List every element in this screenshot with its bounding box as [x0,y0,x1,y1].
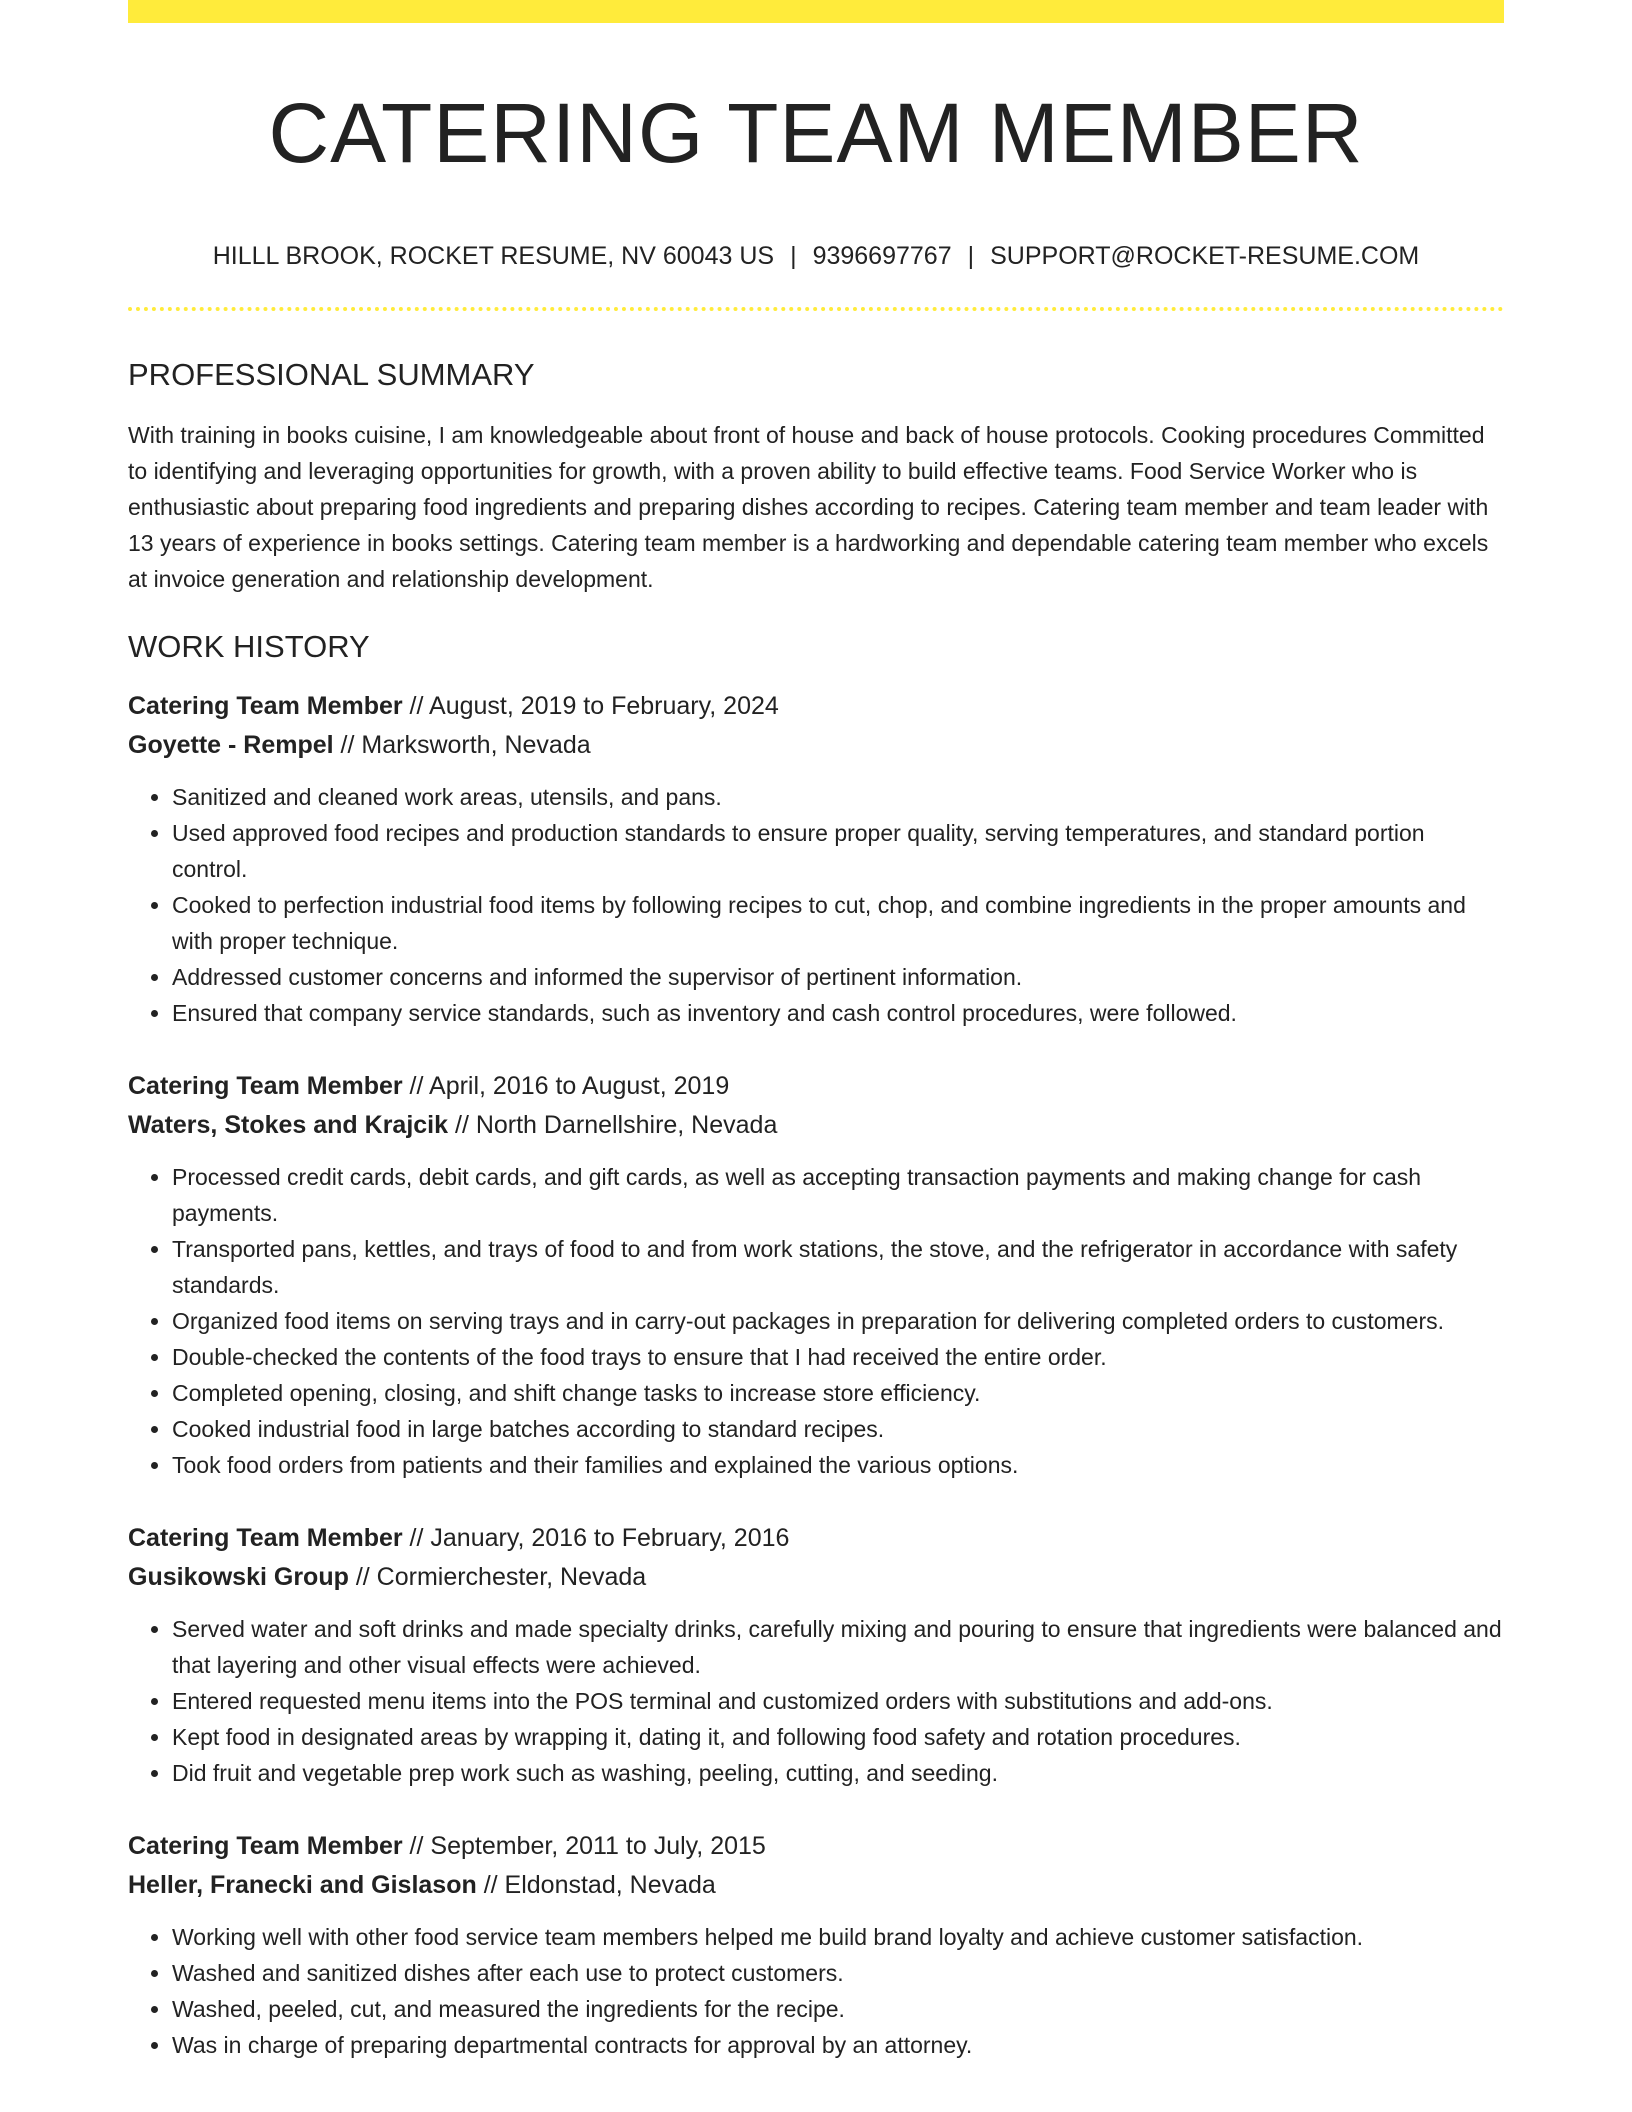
job-bullet: • Was in charge of preparing departmental contracts for approval by an attorney. [172,2027,1504,2063]
summary-text: With training in books cuisine, I am knowledgeable about front of house and back of house protocols. Cooking procedures Committed to identifying and leveraging opportunities for growth, with a proven ability to build effective teams. Food Service Worker who is enthusiastic about preparing food ingredients and preparing dishes according to recipes. Catering team member and team leader with 13 years of experience in books settings. Catering team member is a hardworking and dependable catering team member who excels at invoice generation and relationship development. [128,422,1489,592]
contact-phone: 9396697767 [812,242,952,270]
job-entry [128,1519,1504,1791]
job-dates: // September, 2011 to July, 2015 [402,1832,766,1860]
job-title-line [128,1067,1504,1106]
job-company: Heller, Franecki and Gislason [128,1871,477,1899]
job-bullet: • Processed credit cards, debit cards, and gift cards, as well as accepting transaction payments and making change for cash payments. [172,1159,1504,1231]
job-company-line [128,1866,1504,1905]
job-bullet: • Did fruit and vegetable prep work such as washing, peeling, cutting, and seeding. [172,1755,1504,1791]
job-bullet: • Transported pans, kettles, and trays of food to and from work stations, the stove, and the refrigerator in accordance with safety standards. [172,1231,1504,1303]
job-bullet-list [128,779,1504,1031]
job-company-line [128,726,1504,765]
job-bullet-list [128,1159,1504,1483]
job-bullet: • Washed, peeled, cut, and measured the ingredients for the recipe. [172,1991,1504,2027]
job-location: // Eldonstad, Nevada [476,1871,716,1899]
job-role: Catering Team Member [128,1072,403,1100]
contact-separator: | [790,242,797,270]
job-bullet: • Cooked to perfection industrial food items by following recipes to cut, chop, and combine ingredients in the proper amounts and with proper technique. [172,887,1504,959]
job-bullet: • Organized food items on serving trays and in carry-out packages in preparation for delivering completed orders to customers. [172,1303,1504,1339]
work-history-list [128,687,1504,2063]
job-bullet: • Sanitized and cleaned work areas, utensils, and pans. [172,779,1504,815]
job-role: Catering Team Member [128,1524,403,1552]
job-entry [128,1827,1504,2063]
job-bullet: • Kept food in designated areas by wrapping it, dating it, and following food safety and rotation procedures. [172,1719,1504,1755]
job-bullet: • Ensured that company service standards, such as inventory and cash control procedures, were followed. [172,995,1504,1031]
job-location: // Cormierchester, Nevada [348,1563,647,1591]
job-dates: // January, 2016 to February, 2016 [402,1524,790,1552]
job-company-line [128,1106,1504,1145]
job-title-line [128,1827,1504,1866]
job-entry [128,1067,1504,1483]
job-location: // Marksworth, Nevada [333,731,591,759]
job-title-line [128,687,1504,726]
job-company: Waters, Stokes and Krajcik [128,1111,449,1139]
job-bullet: • Entered requested menu items into the POS terminal and customized orders with substitutions and add-ons. [172,1683,1504,1719]
job-bullet: • Addressed customer concerns and informed the supervisor of pertinent information. [172,959,1504,995]
header-divider [128,307,1504,311]
job-title-line [128,1519,1504,1558]
job-bullet-list [128,1611,1504,1791]
job-location: // North Darnellshire, Nevada [448,1111,778,1139]
job-bullet: • Took food orders from patients and their families and explained the various options. [172,1447,1504,1483]
job-bullet: • Served water and soft drinks and made specialty drinks, carefully mixing and pouring to ensure that ingredients were balanced and that layering and other visual effects were achieved. [172,1611,1504,1683]
top-accent-bar [128,0,1504,23]
job-bullet: • Washed and sanitized dishes after each use to protect customers. [172,1955,1504,1991]
contact-email: SUPPORT@ROCKET-RESUME.COM [990,242,1420,270]
summary-heading: PROFESSIONAL SUMMARY [128,357,535,392]
job-bullet: • Completed opening, closing, and shift change tasks to increase store efficiency. [172,1375,1504,1411]
resume-title: CATERING TEAM MEMBER [268,86,1364,180]
contact-line [128,239,1504,273]
job-role: Catering Team Member [128,1832,403,1860]
job-bullet: • Working well with other food service team members helped me build brand loyalty and achieve customer satisfaction. [172,1919,1504,1955]
contact-separator: | [967,242,975,270]
job-role: Catering Team Member [128,692,403,720]
resume-page [128,0,1504,2063]
job-dates: // April, 2016 to August, 2019 [402,1072,730,1100]
contact-address: HILLL BROOK, ROCKET RESUME, NV 60043 US [212,242,775,270]
job-bullet-list [128,1919,1504,2063]
work-history-heading: WORK HISTORY [128,629,370,664]
job-entry [128,687,1504,1031]
job-bullet: • Used approved food recipes and production standards to ensure proper quality, serving temperatures, and standard portion control. [172,815,1504,887]
job-company-line [128,1558,1504,1597]
job-company: Goyette - Rempel [128,731,334,759]
job-dates: // August, 2019 to February, 2024 [402,692,779,720]
job-company: Gusikowski Group [128,1563,349,1591]
job-bullet: • Double-checked the contents of the food trays to ensure that I had received the entire order. [172,1339,1504,1375]
job-bullet: • Cooked industrial food in large batches according to standard recipes. [172,1411,1504,1447]
